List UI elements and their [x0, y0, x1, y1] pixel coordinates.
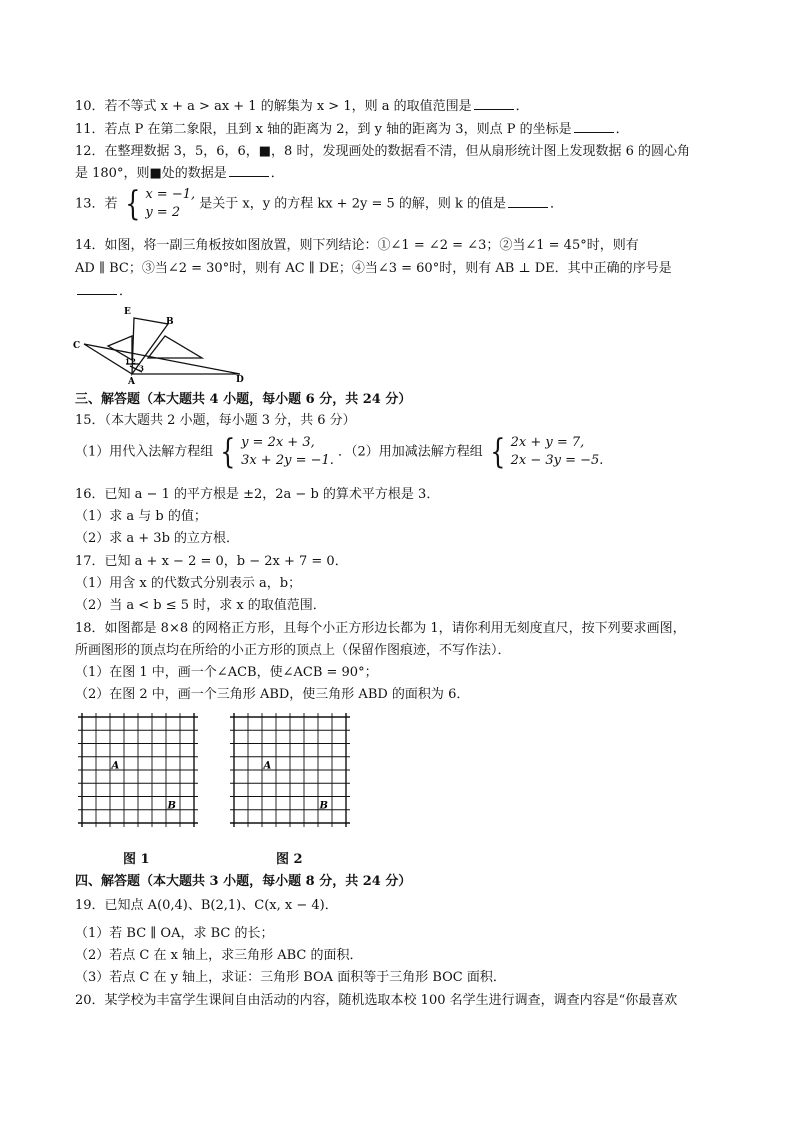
brace-icon: { — [490, 432, 506, 472]
question-18-part1: （1）在图 1 中，画一个∠ACB，使∠ACB = 90°； — [75, 665, 378, 680]
question-18-line1: 18．如图都是 8×8 的网格正方形，且每个小正方形边长都为 1，请你利用无刻度直尺，按下列要求画图， — [75, 621, 686, 636]
question-14-line2: AD ∥ BC；③当∠2 = 30°时，则有 AC ∥ DE；④当∠3 = 60°时，则有 AB ⊥ DE．其中正确的序号是 — [75, 261, 672, 276]
label-d: D — [236, 375, 244, 385]
triangle-rulers-figure — [70, 302, 250, 387]
question-19-part3: （3）若点 C 在 y 轴上，求证：三角形 BOA 面积等于三角形 BOC 面积． — [75, 970, 506, 985]
question-12-line1: 12．在整理数据 3，5，6，6，■，8 时，发现画处的数据看不清，但从扇形统计图上发现数据 6 的圆心角 — [75, 144, 690, 159]
question-12-line2: 是 180°，则■处的数据是 ． — [75, 166, 284, 181]
figure-2-caption: 图 2 — [276, 852, 303, 867]
label-b: B — [166, 317, 174, 327]
answer-blank[interactable] — [229, 164, 269, 177]
question-15-title: 15．（本大题共 2 小题，每小题 3 分，共 6 分） — [75, 413, 356, 428]
question-19-title: 19．已知点 A(0,4)、B(2,1)、C(x, x − 4)． — [75, 898, 338, 913]
question-18-line2: 所画图形的顶点均在所给的小正方形的顶点上（保留作图痕迹，不写作法）． — [75, 643, 511, 658]
question-14-line1: 14．如图，将一副三角板按如图放置，则下列结论：①∠1 = ∠2 = ∠3；②当∠1 = 45°时，则有 — [75, 238, 639, 253]
question-10: 10．若不等式 x + a > ax + 1 的解集为 x > 1，则 a 的取值范围是 ． — [75, 99, 529, 114]
label-c: C — [73, 341, 81, 351]
figure-1-caption: 图 1 — [123, 852, 150, 867]
grid-figure-2 — [230, 713, 350, 827]
label-3: 3 — [139, 364, 144, 373]
question-16-title: 16．已知 a − 1 的平方根是 ±2，2a − b 的算术平方根是 3． — [75, 487, 440, 502]
grid-figure-1 — [78, 713, 198, 827]
question-15-parts: （1）用代入法解方程组 { y = 2x + 3, 3x + 2y = −1. ．（2）用加减法解方程组 { 2x + y = 7, 2x − 3y = −5. — [75, 432, 604, 472]
label-1: 1 — [125, 357, 130, 366]
point-b-label: B — [319, 800, 328, 812]
point-b-label: B — [167, 800, 176, 812]
answer-blank[interactable] — [574, 120, 614, 133]
label-2: 2 — [131, 357, 136, 366]
question-20-line1: 20．某学校为丰富学生课间自由活动的内容，随机选取本校 100 名学生进行调查，调查内容是“你最喜欢 — [75, 993, 678, 1008]
question-19-part1: （1）若 BC ∥ OA，求 BC 的长； — [75, 926, 274, 941]
question-17-title: 17．已知 a + x − 2 = 0，b − 2x + 7 = 0． — [75, 554, 348, 569]
question-17-part1: （1）用含 x 的代数式分别表示 a，b； — [75, 576, 302, 591]
point-a-label: A — [263, 760, 272, 772]
equation-system-2: { 2x + y = 7, 2x − 3y = −5. — [490, 432, 604, 472]
question-18-part2: （2）在图 2 中，画一个三角形 ABD，使三角形 ABD 的面积为 6． — [75, 687, 470, 702]
question-14-line3: ． — [75, 282, 132, 301]
section-3-heading: 三、解答题（本大题共 4 小题，每小题 6 分，共 24 分） — [75, 392, 412, 407]
section-4-heading: 四、解答题（本大题共 3 小题，每小题 8 分，共 24 分） — [75, 874, 412, 889]
equation-system: { x = −1, y = 2 — [124, 184, 196, 224]
label-e: E — [124, 307, 131, 317]
question-13: 13．若 { x = −1, y = 2 是关于 x，y 的方程 kx + 2y = 5 的解，则 k 的值是 ． — [75, 184, 564, 224]
brace-icon: { — [124, 184, 141, 224]
brace-icon: { — [220, 432, 236, 472]
question-16-part1: （1）求 a 与 b 的值； — [75, 509, 207, 524]
question-19-part2: （2）若点 C 在 x 轴上，求三角形 ABC 的面积． — [75, 948, 363, 963]
question-17-part2: （2）当 a < b ≤ 5 时，求 x 的取值范围． — [75, 598, 326, 613]
equation-system-1: { y = 2x + 3, 3x + 2y = −1. — [220, 432, 334, 472]
label-a: A — [128, 377, 135, 387]
answer-blank[interactable] — [508, 195, 548, 208]
question-16-part2: （2）求 a + 3b 的立方根． — [75, 531, 240, 546]
question-11: 11．若点 P 在第二象限，且到 x 轴的距离为 2，到 y 轴的距离为 3，则点 P 的坐标是 ． — [75, 122, 629, 137]
point-a-label: A — [111, 760, 120, 772]
answer-blank[interactable] — [77, 282, 117, 295]
answer-blank[interactable] — [474, 97, 514, 110]
